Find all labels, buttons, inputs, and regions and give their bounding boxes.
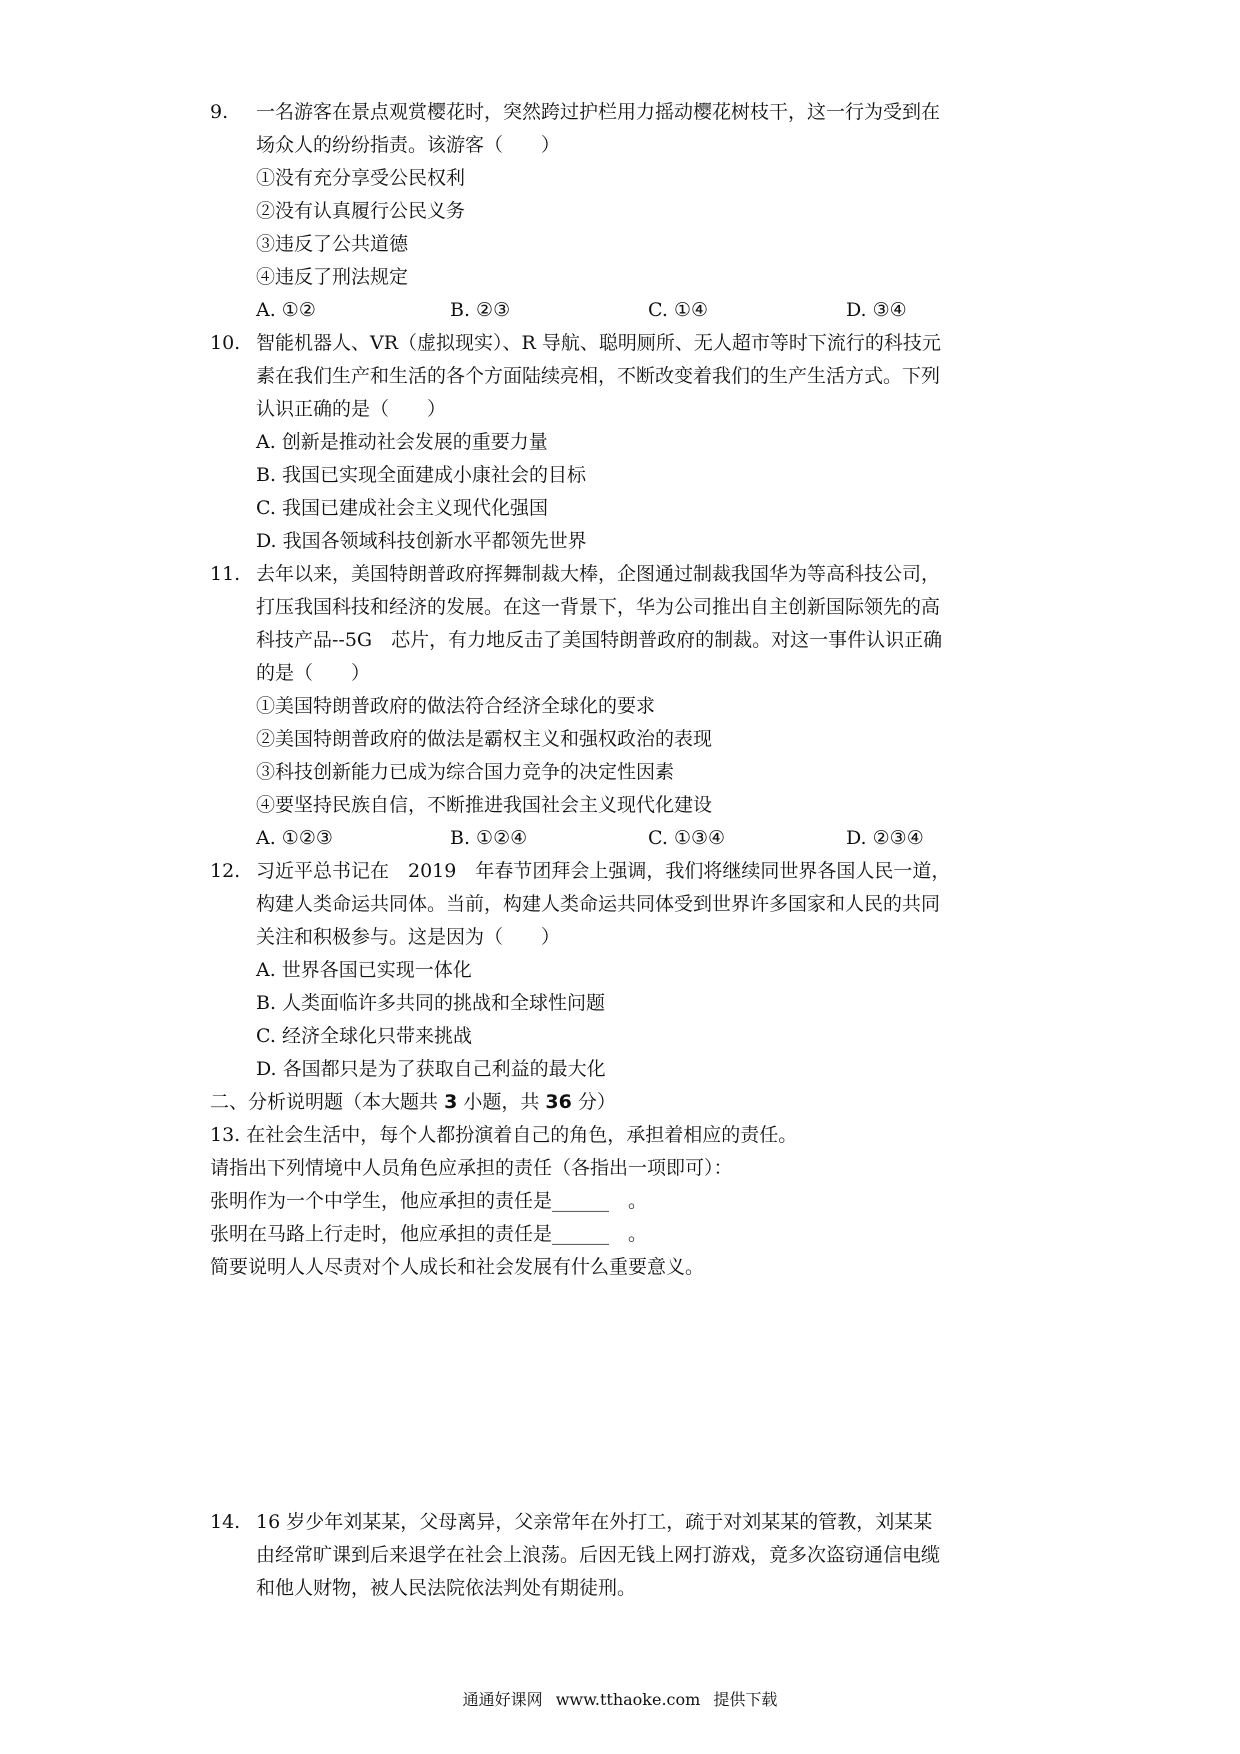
instruction-line: 请指出下列情境中人员角色应承担的责任（各指出一项即可）： xyxy=(210,1157,733,1179)
stem-line: 场众人的纷纷指责。该游客（ ） xyxy=(256,134,561,156)
blank-prompt: 张明在马路上行走时，他应承担的责任是______ 。 xyxy=(210,1223,648,1245)
options-row xyxy=(256,294,1036,327)
option-b: B. 我国已实现全面建成小康社会的目标 xyxy=(256,464,587,486)
option-a: A. ①② xyxy=(256,299,316,321)
stem-line: 科技产品--5G 芯片，有力地反击了美国特朗普政府的制裁。对这一事件认识正确 xyxy=(256,629,943,651)
option-b: B. ②③ xyxy=(450,299,511,321)
footer-site-name: 通通好课网 xyxy=(462,1690,543,1709)
question-body xyxy=(256,327,1036,558)
option-a: A. 创新是推动社会发展的重要力量 xyxy=(256,431,548,453)
option-c: C. 经济全球化只带来挑战 xyxy=(256,1025,472,1047)
page-footer xyxy=(0,1689,1240,1711)
statement-item: ②没有认真履行公民义务 xyxy=(256,200,466,222)
footer-note: 提供下载 xyxy=(713,1690,778,1709)
statement-item: ①没有充分享受公民权利 xyxy=(256,167,466,189)
section-prefix: 二、分析说明题（本大题共 xyxy=(210,1091,439,1113)
stem-line: 由经常旷课到后来退学在社会上浪荡。后因无钱上网打游戏，竟多次盗窃通信电缆 xyxy=(256,1544,941,1566)
footer-url[interactable]: www.tthaoke.com xyxy=(555,1690,701,1709)
question-body xyxy=(256,1506,1036,1605)
blank-prompt: 张明作为一个中学生，他应承担的责任是______ 。 xyxy=(210,1190,648,1212)
section-heading xyxy=(210,1086,616,1119)
option-c: C. ①③④ xyxy=(648,827,726,849)
section-count: 3 xyxy=(444,1091,458,1113)
question-number: 11. xyxy=(210,563,241,585)
stem-line: 的是（ ） xyxy=(256,662,371,684)
stem-line: 素在我们生产和生活的各个方面陆续亮相，不断改变着我们的生产生活方式。下列 xyxy=(256,365,941,387)
question-number: 12. xyxy=(210,860,241,882)
statement-item: ④要坚持民族自信，不断推进我国社会主义现代化建设 xyxy=(256,794,713,816)
statement-item: ③科技创新能力已成为综合国力竞争的决定性因素 xyxy=(256,761,675,783)
stem-line: 认识正确的是（ ） xyxy=(256,398,447,420)
question-13 xyxy=(210,1119,1040,1284)
section-suffix: 分） xyxy=(577,1091,616,1113)
option-c: C. ①④ xyxy=(648,299,709,321)
section-middle: 小题，共 xyxy=(463,1091,540,1113)
stem-line: 智能机器人、VR（虚拟现实）、R 导航、聪明厕所、无人超市等时下流行的科技元 xyxy=(256,332,941,354)
stem-line: 和他人财物，被人民法院依法判处有期徒刑。 xyxy=(256,1577,637,1599)
question-number: 14. xyxy=(210,1511,241,1533)
option-a: A. 世界各国已实现一体化 xyxy=(256,959,472,981)
stem-line: 一名游客在景点观赏樱花时，突然跨过护栏用力摇动樱花树枝干，这一行为受到在 xyxy=(256,101,941,123)
stem-line: 打压我国科技和经济的发展。在这一背景下，华为公司推出自主创新国际领先的高 xyxy=(256,596,941,618)
question-body xyxy=(256,96,1036,327)
instruction-line: 简要说明人人尽责对个人成长和社会发展有什么重要意义。 xyxy=(210,1256,705,1278)
section-score: 36 xyxy=(545,1091,572,1113)
statement-item: ③违反了公共道德 xyxy=(256,233,409,255)
option-d: D. ②③④ xyxy=(846,827,924,849)
option-d: D. 我国各领域科技创新水平都领先世界 xyxy=(256,530,587,552)
question-number: 10. xyxy=(210,332,241,354)
question-body xyxy=(256,558,1036,855)
option-b: B. 人类面临许多共同的挑战和全球性问题 xyxy=(256,992,606,1014)
stem-line: 去年以来，美国特朗普政府挥舞制裁大棒，企图通过制裁我国华为等高科技公司， xyxy=(256,563,941,585)
statement-item: ①美国特朗普政府的做法符合经济全球化的要求 xyxy=(256,695,656,717)
options-row xyxy=(256,822,1036,855)
stem-line: 13. 在社会生活中，每个人都扮演着自己的角色，承担着相应的责任。 xyxy=(210,1124,798,1146)
option-d: D. ③④ xyxy=(846,299,907,321)
question-body xyxy=(256,855,1036,1086)
statement-item: ②美国特朗普政府的做法是霸权主义和强权政治的表现 xyxy=(256,728,713,750)
stem-line: 16 岁少年刘某某，父母离异，父亲常年在外打工，疏于对刘某某的管教，刘某某 xyxy=(256,1511,933,1533)
option-c: C. 我国已建成社会主义现代化强国 xyxy=(256,497,548,519)
stem-line: 构建人类命运共同体。当前，构建人类命运共同体受到世界许多国家和人民的共同 xyxy=(256,893,941,915)
option-b: B. ①②④ xyxy=(450,827,528,849)
option-d: D. 各国都只是为了获取自己利益的最大化 xyxy=(256,1058,606,1080)
question-number: 9. xyxy=(210,101,229,123)
stem-line: 习近平总书记在 2019 年春节团拜会上强调，我们将继续同世界各国人民一道， xyxy=(256,860,951,882)
stem-line: 关注和积极参与。这是因为（ ） xyxy=(256,926,561,948)
statement-item: ④违反了刑法规定 xyxy=(256,266,409,288)
option-a: A. ①②③ xyxy=(256,827,333,849)
